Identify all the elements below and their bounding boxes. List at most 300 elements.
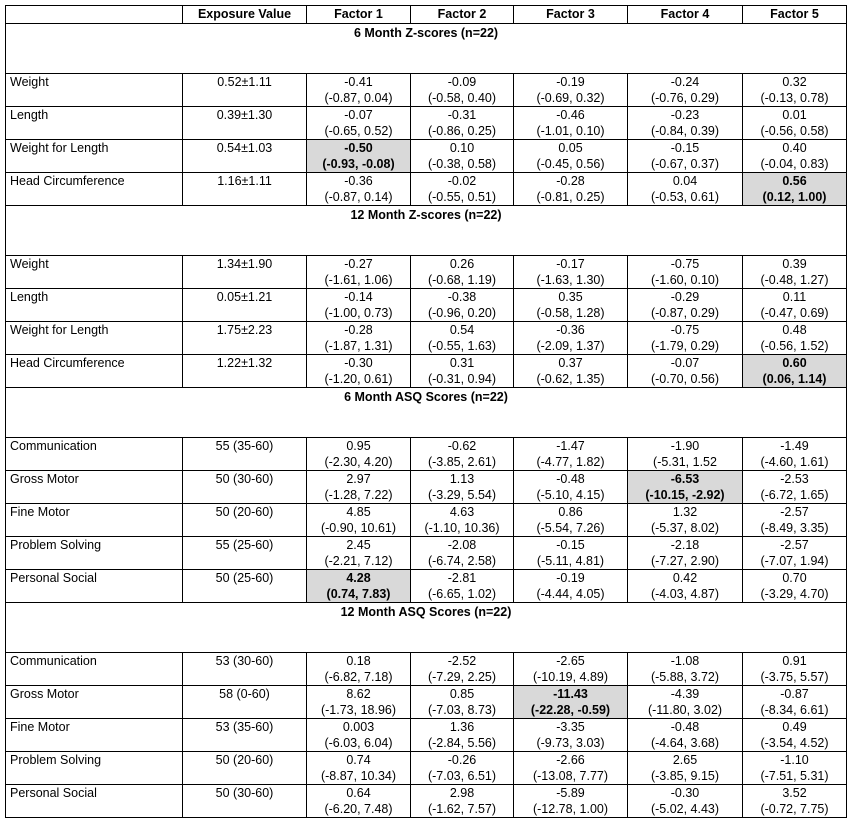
- estimate-value: 0.70: [782, 571, 807, 585]
- estimate-value: 0.05: [558, 141, 583, 155]
- estimate-cell: [411, 256, 514, 289]
- significant-estimate-cell: [307, 570, 411, 603]
- exposure-value-cell: 50 (30-60): [183, 785, 307, 818]
- table-row: [6, 322, 847, 355]
- estimate-value: -0.27: [344, 257, 373, 271]
- confidence-interval: (-5.54, 7.26): [536, 521, 605, 535]
- header-row: [6, 6, 847, 24]
- estimate-cell: [743, 74, 847, 107]
- confidence-interval: (-1.61, 1.06): [324, 273, 393, 287]
- estimate-cell: [411, 752, 514, 785]
- estimate-cell: [743, 438, 847, 471]
- section-title: 12 Month Z-scores (n=22): [6, 206, 847, 256]
- estimate-value: -2.57: [780, 505, 809, 519]
- confidence-interval: (-1.01, 0.10): [536, 124, 605, 138]
- estimate-cell: [411, 173, 514, 206]
- estimate-value: 0.003: [342, 720, 375, 734]
- estimate-value: 0.39: [782, 257, 807, 271]
- confidence-interval: (-2.84, 5.56): [427, 736, 497, 750]
- row-label: Gross Motor: [6, 471, 183, 504]
- estimate-cell: [514, 438, 628, 471]
- estimate-value: -0.75: [670, 323, 700, 337]
- estimate-value: -1.47: [556, 439, 585, 453]
- estimate-value: -0.17: [556, 257, 585, 271]
- estimate-value: 0.86: [558, 505, 583, 519]
- table-row: [6, 686, 847, 719]
- confidence-interval: (-4.60, 1.61): [760, 455, 829, 469]
- confidence-interval: (-0.31, 0.94): [427, 372, 497, 386]
- confidence-interval: (-7.03, 8.73): [427, 703, 497, 717]
- estimate-cell: [743, 785, 847, 818]
- estimate-value: 0.01: [782, 108, 807, 122]
- estimate-cell: [411, 785, 514, 818]
- header-cell-exposure-value: Exposure Value: [183, 6, 307, 24]
- estimate-cell: [514, 537, 628, 570]
- confidence-interval: (-5.88, 3.72): [650, 670, 720, 684]
- confidence-interval: (-3.29, 5.54): [427, 488, 497, 502]
- exposure-value-cell: 55 (35-60): [183, 438, 307, 471]
- estimate-value: -2.66: [556, 753, 585, 767]
- estimate-value: -0.36: [344, 174, 373, 188]
- estimate-value: -2.65: [556, 654, 585, 668]
- significant-estimate-cell: [743, 355, 847, 388]
- estimate-cell: [743, 537, 847, 570]
- estimate-value: 4.85: [346, 505, 371, 519]
- estimate-cell: [307, 653, 411, 686]
- estimate-cell: [307, 74, 411, 107]
- estimate-value: 2.98: [449, 786, 475, 800]
- estimate-value: -1.10: [780, 753, 809, 767]
- significant-estimate-cell: [307, 140, 411, 173]
- estimate-cell: [514, 752, 628, 785]
- estimate-cell: [743, 719, 847, 752]
- estimate-cell: [307, 173, 411, 206]
- estimate-cell: [307, 355, 411, 388]
- estimate-value: -0.29: [670, 290, 700, 304]
- estimate-value: -1.49: [780, 439, 809, 453]
- estimate-value: 0.32: [782, 75, 807, 89]
- row-label: Personal Social: [6, 570, 183, 603]
- section-header-row: [6, 206, 847, 256]
- estimate-cell: [628, 686, 743, 719]
- estimate-value: 0.35: [558, 290, 583, 304]
- estimate-value: -0.36: [556, 323, 585, 337]
- estimate-value: 2.65: [672, 753, 698, 767]
- confidence-interval: (-2.09, 1.37): [536, 339, 605, 353]
- confidence-interval: (-0.81, 0.25): [536, 190, 605, 204]
- header-cell-factor-5: Factor 5: [743, 6, 847, 24]
- confidence-interval: (-0.96, 0.20): [427, 306, 497, 320]
- estimate-cell: [514, 570, 628, 603]
- exposure-value-cell: 53 (30-60): [183, 653, 307, 686]
- header-cell-factor-3: Factor 3: [514, 6, 628, 24]
- estimate-value: 0.74: [346, 753, 371, 767]
- exposure-value-cell: 50 (20-60): [183, 752, 307, 785]
- confidence-interval: (-8.49, 3.35): [760, 521, 829, 535]
- estimate-cell: [411, 719, 514, 752]
- estimate-cell: [307, 322, 411, 355]
- estimate-value: -0.24: [670, 75, 700, 89]
- estimate-cell: [411, 653, 514, 686]
- confidence-interval: (-0.72, 7.75): [760, 802, 829, 816]
- exposure-value-cell: 0.54±1.03: [183, 140, 307, 173]
- estimate-cell: [628, 570, 743, 603]
- exposure-value-cell: 1.75±2.23: [183, 322, 307, 355]
- estimate-cell: [411, 537, 514, 570]
- confidence-interval: (-0.87, 0.29): [650, 306, 720, 320]
- estimate-value: -4.39: [670, 687, 700, 701]
- table-row: [6, 289, 847, 322]
- table-row: [6, 653, 847, 686]
- header-cell-factor-2: Factor 2: [411, 6, 514, 24]
- estimate-value: 0.64: [346, 786, 371, 800]
- confidence-interval: (-13.08, 7.77): [532, 769, 609, 783]
- estimate-cell: [628, 504, 743, 537]
- estimate-cell: [743, 752, 847, 785]
- section-header-row: [6, 24, 847, 74]
- estimate-cell: [514, 140, 628, 173]
- confidence-interval: (-5.10, 4.15): [536, 488, 605, 502]
- exposure-value-cell: 0.39±1.30: [183, 107, 307, 140]
- estimate-value: -3.35: [556, 720, 585, 734]
- confidence-interval: (-0.70, 0.56): [650, 372, 720, 386]
- estimate-value: 1.13: [449, 472, 475, 486]
- confidence-interval: (-1.00, 0.73): [324, 306, 393, 320]
- estimate-cell: [628, 74, 743, 107]
- estimate-value: 0.48: [782, 323, 807, 337]
- estimate-value: 0.85: [449, 687, 475, 701]
- section-header-row: [6, 603, 847, 653]
- confidence-interval: (-12.78, 1.00): [532, 802, 609, 816]
- confidence-interval: (-8.87, 10.34): [320, 769, 397, 783]
- row-label: Communication: [6, 438, 183, 471]
- estimate-value: -6.53: [670, 472, 700, 486]
- estimate-value: -0.41: [344, 75, 373, 89]
- estimate-cell: [514, 256, 628, 289]
- estimate-cell: [411, 438, 514, 471]
- estimate-value: -2.57: [780, 538, 809, 552]
- confidence-interval: (-6.20, 7.48): [324, 802, 393, 816]
- table-row: [6, 537, 847, 570]
- estimate-cell: [307, 107, 411, 140]
- confidence-interval: (-7.07, 1.94): [760, 554, 829, 568]
- estimate-value: 4.28: [346, 571, 371, 585]
- confidence-interval: (-3.54, 4.52): [760, 736, 829, 750]
- confidence-interval: (-4.44, 4.05): [536, 587, 605, 601]
- section-title: 12 Month ASQ Scores (n=22): [6, 603, 847, 653]
- row-label: Length: [6, 289, 183, 322]
- estimate-value: 0.04: [672, 174, 698, 188]
- estimate-cell: [514, 355, 628, 388]
- estimate-cell: [743, 686, 847, 719]
- estimate-value: -11.43: [553, 687, 588, 701]
- table-row: [6, 785, 847, 818]
- confidence-interval: (-7.51, 5.31): [760, 769, 829, 783]
- confidence-interval: (-1.28, 7.22): [324, 488, 393, 502]
- estimate-cell: [307, 256, 411, 289]
- confidence-interval: (-0.84, 0.39): [650, 124, 720, 138]
- estimate-cell: [411, 107, 514, 140]
- estimate-value: 0.42: [672, 571, 698, 585]
- estimate-value: -0.46: [556, 108, 585, 122]
- estimate-cell: [307, 471, 411, 504]
- estimate-cell: [514, 471, 628, 504]
- confidence-interval: (-0.62, 1.35): [536, 372, 605, 386]
- confidence-interval: (-4.77, 1.82): [536, 455, 605, 469]
- row-label: Fine Motor: [6, 719, 183, 752]
- row-label: Weight for Length: [6, 140, 183, 173]
- header-cell-factor-4: Factor 4: [628, 6, 743, 24]
- estimate-cell: [628, 355, 743, 388]
- estimate-value: 0.95: [346, 439, 371, 453]
- estimate-value: -2.18: [670, 538, 700, 552]
- estimate-value: 0.54: [449, 323, 475, 337]
- estimate-value: -0.30: [344, 356, 373, 370]
- confidence-interval: (-6.72, 1.65): [760, 488, 829, 502]
- row-label: Head Circumference: [6, 173, 183, 206]
- confidence-interval: (-0.04, 0.83): [760, 157, 829, 171]
- estimate-value: -1.90: [670, 439, 700, 453]
- estimate-value: -0.26: [447, 753, 477, 767]
- section-header-row: [6, 388, 847, 438]
- exposure-value-cell: 0.52±1.11: [183, 74, 307, 107]
- confidence-interval: (0.06, 1.14): [762, 372, 827, 386]
- estimate-cell: [743, 471, 847, 504]
- row-label: Head Circumference: [6, 355, 183, 388]
- estimate-value: -0.30: [670, 786, 700, 800]
- significant-estimate-cell: [514, 686, 628, 719]
- estimate-cell: [411, 322, 514, 355]
- exposure-value-cell: 50 (20-60): [183, 504, 307, 537]
- confidence-interval: (-0.47, 0.69): [760, 306, 829, 320]
- confidence-interval: (-0.93, -0.08): [322, 157, 395, 171]
- row-label: Weight: [6, 256, 183, 289]
- confidence-interval: (-3.29, 4.70): [760, 587, 829, 601]
- estimate-value: -0.28: [344, 323, 373, 337]
- exposure-value-cell: 1.22±1.32: [183, 355, 307, 388]
- confidence-interval: (0.12, 1.00): [762, 190, 827, 204]
- estimate-cell: [743, 107, 847, 140]
- table-row: [6, 504, 847, 537]
- confidence-interval: (-5.11, 4.81): [536, 554, 605, 568]
- estimate-value: 0.49: [782, 720, 807, 734]
- estimate-value: 1.32: [672, 505, 698, 519]
- confidence-interval: (-6.74, 2.58): [427, 554, 497, 568]
- estimate-value: -0.28: [556, 174, 585, 188]
- row-label: Communication: [6, 653, 183, 686]
- confidence-interval: (-0.45, 0.56): [536, 157, 605, 171]
- confidence-interval: (-11.80, 3.02): [647, 703, 723, 717]
- row-label: Gross Motor: [6, 686, 183, 719]
- estimate-value: -2.81: [447, 571, 477, 585]
- section-title: 6 Month ASQ Scores (n=22): [6, 388, 847, 438]
- estimate-value: -0.62: [447, 439, 477, 453]
- estimate-value: 0.18: [346, 654, 371, 668]
- confidence-interval: (-7.27, 2.90): [650, 554, 720, 568]
- confidence-interval: (-0.48, 1.27): [760, 273, 829, 287]
- estimate-value: -0.31: [447, 108, 477, 122]
- estimate-value: -2.53: [780, 472, 809, 486]
- estimate-value: -0.19: [556, 75, 585, 89]
- confidence-interval: (-2.30, 4.20): [324, 455, 393, 469]
- estimate-cell: [514, 107, 628, 140]
- confidence-interval: (-6.65, 1.02): [427, 587, 497, 601]
- confidence-interval: (-1.87, 1.31): [324, 339, 393, 353]
- row-label: Personal Social: [6, 785, 183, 818]
- row-label: Weight: [6, 74, 183, 107]
- confidence-interval: (-0.65, 0.52): [324, 124, 393, 138]
- row-label: Weight for Length: [6, 322, 183, 355]
- estimate-value: 3.52: [782, 786, 807, 800]
- estimate-value: -0.09: [447, 75, 477, 89]
- table-row: [6, 752, 847, 785]
- exposure-value-cell: 55 (25-60): [183, 537, 307, 570]
- results-table: [5, 5, 847, 818]
- confidence-interval: (-0.53, 0.61): [650, 190, 720, 204]
- estimate-cell: [411, 686, 514, 719]
- confidence-interval: (-7.29, 2.25): [427, 670, 497, 684]
- estimate-value: -0.07: [670, 356, 700, 370]
- confidence-interval: (-5.02, 4.43): [650, 802, 720, 816]
- confidence-interval: (-0.87, 0.14): [324, 190, 393, 204]
- estimate-cell: [743, 256, 847, 289]
- estimate-cell: [411, 140, 514, 173]
- estimate-value: 0.56: [782, 174, 807, 188]
- estimate-value: -0.15: [670, 141, 700, 155]
- estimate-cell: [514, 719, 628, 752]
- table-row: [6, 74, 847, 107]
- exposure-value-cell: 50 (30-60): [183, 471, 307, 504]
- estimate-cell: [514, 74, 628, 107]
- estimate-cell: [307, 719, 411, 752]
- confidence-interval: (-10.15, -2.92): [645, 488, 725, 502]
- estimate-value: 4.63: [449, 505, 475, 519]
- estimate-cell: [628, 107, 743, 140]
- confidence-interval: (-0.87, 0.04): [324, 91, 393, 105]
- estimate-cell: [514, 322, 628, 355]
- estimate-value: -2.08: [447, 538, 477, 552]
- confidence-interval: (-1.62, 7.57): [427, 802, 497, 816]
- estimate-value: 0.31: [449, 356, 475, 370]
- estimate-value: 0.26: [449, 257, 475, 271]
- estimate-value: -0.75: [670, 257, 700, 271]
- estimate-cell: [411, 289, 514, 322]
- confidence-interval: (-1.10, 10.36): [424, 521, 500, 535]
- confidence-interval: (-0.69, 0.32): [536, 91, 605, 105]
- estimate-cell: [411, 74, 514, 107]
- confidence-interval: (-1.63, 1.30): [536, 273, 605, 287]
- estimate-value: -1.08: [670, 654, 700, 668]
- confidence-interval: (-5.37, 8.02): [650, 521, 720, 535]
- confidence-interval: (-0.13, 0.78): [760, 91, 829, 105]
- confidence-interval: (-6.82, 7.18): [324, 670, 393, 684]
- estimate-value: -5.89: [556, 786, 585, 800]
- exposure-value-cell: 1.34±1.90: [183, 256, 307, 289]
- estimate-value: -0.87: [780, 687, 809, 701]
- estimate-cell: [307, 438, 411, 471]
- confidence-interval: (-0.55, 1.63): [427, 339, 497, 353]
- estimate-cell: [307, 686, 411, 719]
- exposure-value-cell: 53 (35-60): [183, 719, 307, 752]
- estimate-cell: [628, 785, 743, 818]
- estimate-cell: [307, 537, 411, 570]
- confidence-interval: (-7.03, 6.51): [427, 769, 497, 783]
- confidence-interval: (-0.86, 0.25): [427, 124, 497, 138]
- row-label: Fine Motor: [6, 504, 183, 537]
- estimate-value: -0.07: [344, 108, 373, 122]
- confidence-interval: (-1.60, 0.10): [650, 273, 720, 287]
- estimate-value: -0.50: [344, 141, 373, 155]
- exposure-value-cell: 50 (25-60): [183, 570, 307, 603]
- confidence-interval: (-1.73, 18.96): [320, 703, 397, 717]
- exposure-value-cell: 1.16±1.11: [183, 173, 307, 206]
- table-row: [6, 107, 847, 140]
- confidence-interval: (-1.20, 0.61): [324, 372, 393, 386]
- row-label: Problem Solving: [6, 752, 183, 785]
- confidence-interval: (-4.03, 4.87): [650, 587, 720, 601]
- estimate-cell: [743, 504, 847, 537]
- confidence-interval: (-3.85, 9.15): [650, 769, 720, 783]
- confidence-interval: (-3.75, 5.57): [760, 670, 829, 684]
- estimate-value: 1.36: [449, 720, 475, 734]
- exposure-value-cell: 58 (0-60): [183, 686, 307, 719]
- table-row: [6, 140, 847, 173]
- confidence-interval: (-1.79, 0.29): [650, 339, 720, 353]
- estimate-cell: [307, 785, 411, 818]
- confidence-interval: (-0.58, 1.28): [536, 306, 605, 320]
- table-row: [6, 173, 847, 206]
- confidence-interval: (-3.85, 2.61): [427, 455, 497, 469]
- estimate-cell: [628, 438, 743, 471]
- estimate-cell: [514, 785, 628, 818]
- estimate-cell: [411, 570, 514, 603]
- estimate-value: 2.97: [346, 472, 371, 486]
- confidence-interval: (-0.58, 0.40): [427, 91, 497, 105]
- confidence-interval: (-0.90, 10.61): [320, 521, 397, 535]
- estimate-cell: [514, 289, 628, 322]
- estimate-cell: [628, 752, 743, 785]
- estimate-cell: [307, 752, 411, 785]
- estimate-cell: [514, 504, 628, 537]
- estimate-value: -0.38: [447, 290, 477, 304]
- estimate-cell: [628, 289, 743, 322]
- estimate-cell: [411, 504, 514, 537]
- estimate-cell: [743, 289, 847, 322]
- estimate-value: -0.23: [670, 108, 700, 122]
- estimate-value: -0.02: [447, 174, 477, 188]
- row-label: Length: [6, 107, 183, 140]
- estimate-cell: [628, 173, 743, 206]
- estimate-cell: [628, 322, 743, 355]
- estimate-value: 8.62: [346, 687, 371, 701]
- confidence-interval: (-0.38, 0.58): [427, 157, 497, 171]
- table-row: [6, 719, 847, 752]
- table-row: [6, 256, 847, 289]
- confidence-interval: (-0.68, 1.19): [427, 273, 497, 287]
- estimate-cell: [628, 653, 743, 686]
- estimate-value: -0.48: [556, 472, 585, 486]
- confidence-interval: (-8.34, 6.61): [760, 703, 829, 717]
- table-row: [6, 570, 847, 603]
- table-row: [6, 355, 847, 388]
- confidence-interval: (-9.73, 3.03): [536, 736, 605, 750]
- estimate-value: -0.14: [344, 290, 373, 304]
- header-cell-factor-1: Factor 1: [307, 6, 411, 24]
- estimate-cell: [743, 140, 847, 173]
- confidence-interval: (-0.76, 0.29): [650, 91, 720, 105]
- estimate-cell: [743, 570, 847, 603]
- confidence-interval: (-0.55, 0.51): [427, 190, 497, 204]
